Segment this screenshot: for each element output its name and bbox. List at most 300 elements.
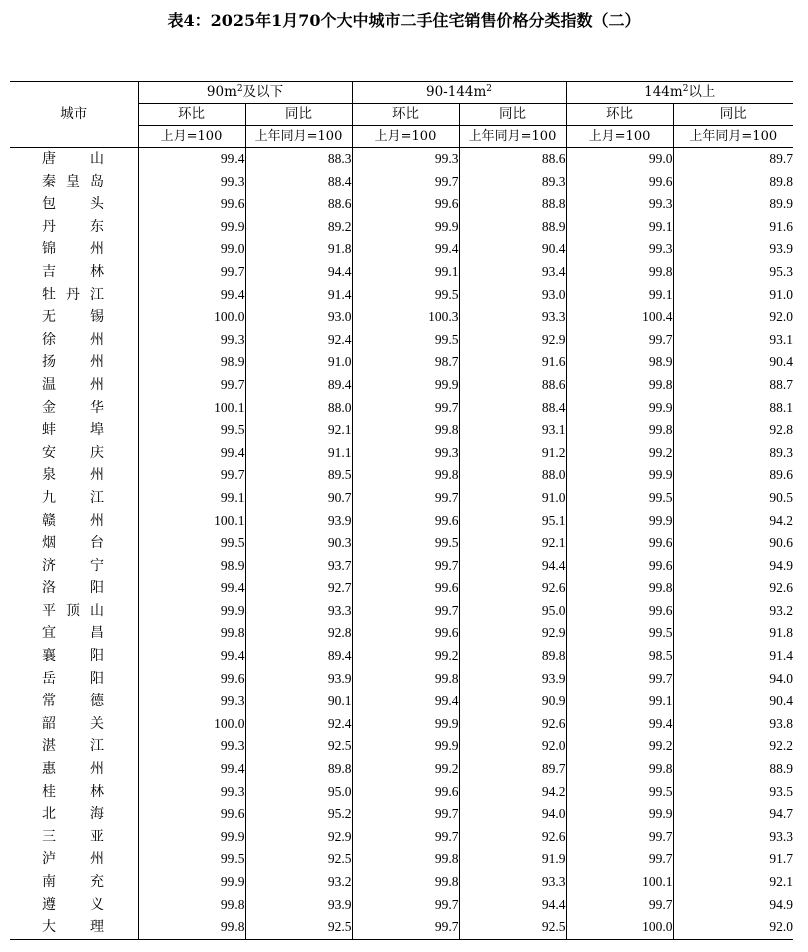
yoy-base-header: 上年同月=100 [245,126,352,148]
table-row [10,487,793,510]
index-value-cell: 99.7 [566,894,673,917]
index-value-cell: 93.2 [673,600,793,623]
index-value-cell: 94.9 [673,555,793,578]
index-value-cell: 92.5 [459,916,566,939]
index-value-cell: 99.7 [352,894,459,917]
city-cell [10,713,138,736]
index-value-cell: 99.4 [352,690,459,713]
index-value-cell: 88.0 [245,397,352,420]
city-cell [10,668,138,691]
mom-base-header: 上月=100 [566,126,673,148]
index-value-cell: 99.1 [566,284,673,307]
city-name: 牡 丹 江 [42,286,104,303]
index-value-cell: 99.6 [138,803,245,826]
city-cell [10,577,138,600]
table-row [10,735,793,758]
index-value-cell: 94.0 [459,803,566,826]
index-value-cell: 91.2 [459,442,566,465]
index-value-cell: 100.3 [352,306,459,329]
index-value-cell: 99.2 [352,645,459,668]
index-value-cell: 99.8 [566,261,673,284]
city-name: 常 德 [42,693,104,710]
city-name: 唐 山 [42,151,104,167]
index-value-cell: 100.1 [566,871,673,894]
index-value-cell: 99.3 [352,148,459,171]
table-row [10,238,793,261]
city-cell [10,894,138,917]
city-name: 烟 台 [42,535,104,552]
table-row [10,668,793,691]
index-value-cell: 91.6 [673,216,793,239]
index-value-cell: 99.8 [352,419,459,442]
index-value-cell: 92.0 [673,916,793,939]
index-value-cell: 91.9 [459,848,566,871]
index-value-cell: 91.4 [673,645,793,668]
index-value-cell: 100.0 [566,916,673,939]
index-value-cell: 93.9 [245,510,352,533]
table-row [10,622,793,645]
mom-header: 环比 [138,104,245,126]
city-name: 济 宁 [42,557,104,574]
city-cell [10,419,138,442]
index-value-cell: 99.9 [138,600,245,623]
index-value-cell: 92.5 [245,848,352,871]
index-value-cell: 99.7 [352,555,459,578]
index-value-cell: 92.7 [245,577,352,600]
index-value-cell: 99.6 [138,668,245,691]
city-name: 温 州 [42,376,104,393]
index-value-cell: 94.2 [673,510,793,533]
city-name: 徐 州 [42,331,104,348]
index-value-cell: 91.0 [245,351,352,374]
city-name: 扬 州 [42,354,104,371]
table-row [10,848,793,871]
index-value-cell: 99.5 [352,329,459,352]
index-value-cell: 89.4 [245,645,352,668]
city-name: 蚌 埠 [42,422,104,439]
index-value-cell: 99.5 [352,284,459,307]
city-cell [10,216,138,239]
index-value-cell: 93.1 [673,329,793,352]
index-value-cell: 90.4 [673,351,793,374]
index-value-cell: 93.0 [459,284,566,307]
table-row [10,803,793,826]
index-value-cell: 99.7 [352,600,459,623]
index-value-cell: 89.3 [673,442,793,465]
index-value-cell: 88.0 [459,464,566,487]
index-value-cell: 92.9 [459,622,566,645]
index-value-cell: 92.1 [459,532,566,555]
index-value-cell: 92.1 [245,419,352,442]
index-value-cell: 99.6 [352,193,459,216]
city-cell [10,442,138,465]
index-value-cell: 89.7 [459,758,566,781]
index-value-cell: 99.9 [138,871,245,894]
table-row [10,284,793,307]
city-cell [10,374,138,397]
index-value-cell: 88.3 [245,148,352,171]
table-body [10,148,793,940]
index-value-cell: 94.4 [459,555,566,578]
index-value-cell: 93.2 [245,871,352,894]
index-value-cell: 88.1 [673,397,793,420]
index-value-cell: 99.7 [566,668,673,691]
index-value-cell: 100.4 [566,306,673,329]
index-value-cell: 99.4 [138,645,245,668]
table-row [10,645,793,668]
city-cell [10,284,138,307]
city-name: 丹 东 [42,218,104,235]
yoy-header: 同比 [459,104,566,126]
city-cell [10,645,138,668]
city-cell [10,532,138,555]
index-value-cell: 99.7 [566,329,673,352]
index-value-cell: 99.8 [566,419,673,442]
index-value-cell: 99.5 [138,532,245,555]
city-name: 三 亚 [42,828,104,845]
index-value-cell: 92.4 [245,329,352,352]
city-column-header: 城市 [10,82,138,148]
index-value-cell: 98.5 [566,645,673,668]
city-cell [10,171,138,194]
table-row [10,419,793,442]
index-value-cell: 93.9 [673,238,793,261]
index-value-cell: 93.4 [459,261,566,284]
index-value-cell: 92.0 [673,306,793,329]
city-cell [10,758,138,781]
city-cell [10,735,138,758]
index-value-cell: 88.9 [673,758,793,781]
table-row [10,600,793,623]
table-row [10,510,793,533]
yoy-base-header: 上年同月=100 [673,126,793,148]
city-cell [10,600,138,623]
table-row [10,329,793,352]
index-value-cell: 99.7 [566,848,673,871]
city-name: 无 锡 [42,309,104,326]
city-cell [10,397,138,420]
yoy-base-header: 上年同月=100 [459,126,566,148]
index-value-cell: 91.6 [459,351,566,374]
index-value-cell: 89.7 [673,148,793,171]
city-name: 泸 州 [42,851,104,868]
index-value-cell: 99.7 [352,916,459,939]
index-value-cell: 88.6 [459,374,566,397]
index-value-cell: 99.6 [138,193,245,216]
index-value-cell: 92.4 [245,713,352,736]
index-value-cell: 99.8 [352,871,459,894]
table-row [10,306,793,329]
city-cell [10,622,138,645]
index-value-cell: 90.1 [245,690,352,713]
mom-header: 环比 [352,104,459,126]
index-value-cell: 99.8 [566,577,673,600]
index-value-cell: 92.6 [673,577,793,600]
index-value-cell: 99.9 [138,216,245,239]
index-value-cell: 99.7 [352,397,459,420]
index-value-cell: 88.6 [459,148,566,171]
index-value-cell: 99.1 [352,261,459,284]
table-row [10,397,793,420]
index-value-cell: 93.9 [459,668,566,691]
table-row [10,442,793,465]
index-value-cell: 91.1 [245,442,352,465]
group-header-90-144: $90-144m^2$ [352,82,566,104]
index-value-cell: 99.6 [566,532,673,555]
index-value-cell: 94.9 [673,894,793,917]
index-value-cell: 99.3 [138,690,245,713]
index-value-cell: 99.6 [352,510,459,533]
index-value-cell: 92.1 [673,871,793,894]
index-value-cell: 92.0 [459,735,566,758]
index-value-cell: 99.5 [566,487,673,510]
index-value-cell: 99.6 [352,622,459,645]
index-value-cell: 92.5 [245,916,352,939]
index-value-cell: 92.6 [459,577,566,600]
city-cell [10,690,138,713]
index-value-cell: 93.1 [459,419,566,442]
index-value-cell: 91.8 [673,622,793,645]
index-value-cell: 92.9 [245,826,352,849]
index-value-cell: 99.1 [566,690,673,713]
index-value-cell: 90.4 [459,238,566,261]
table-row [10,374,793,397]
index-value-cell: 99.8 [566,758,673,781]
index-value-cell: 99.9 [352,713,459,736]
index-value-cell: 99.3 [352,442,459,465]
table-row [10,577,793,600]
index-value-cell: 99.8 [138,894,245,917]
index-value-cell: 99.4 [138,577,245,600]
index-value-cell: 91.8 [245,238,352,261]
index-value-cell: 99.6 [352,577,459,600]
index-value-cell: 93.9 [245,894,352,917]
index-value-cell: 99.6 [566,555,673,578]
index-value-cell: 93.5 [673,781,793,804]
index-value-cell: 99.5 [138,848,245,871]
index-value-cell: 91.0 [459,487,566,510]
city-name: 韶 关 [42,715,104,732]
index-value-cell: 99.4 [566,713,673,736]
city-name: 吉 林 [42,263,104,280]
city-cell [10,781,138,804]
index-value-cell: 99.8 [566,374,673,397]
city-name: 北 海 [42,806,104,823]
index-value-cell: 99.4 [138,148,245,171]
city-cell [10,329,138,352]
index-value-cell: 99.3 [566,193,673,216]
city-cell [10,555,138,578]
mom-base-header: 上月=100 [138,126,245,148]
mom-header: 环比 [566,104,673,126]
city-name: 岳 阳 [42,670,104,687]
index-value-cell: 99.9 [566,803,673,826]
index-value-cell: 88.4 [245,171,352,194]
index-value-cell: 98.9 [566,351,673,374]
index-value-cell: 99.8 [138,622,245,645]
index-value-cell: 90.4 [673,690,793,713]
city-cell [10,261,138,284]
index-value-cell: 89.3 [459,171,566,194]
index-value-cell: 89.9 [673,193,793,216]
index-value-cell: 94.4 [459,894,566,917]
city-name: 锦 州 [42,241,104,258]
city-cell [10,464,138,487]
table-row [10,216,793,239]
city-cell [10,306,138,329]
index-value-cell: 99.9 [138,826,245,849]
index-value-cell: 93.3 [245,600,352,623]
index-value-cell: 99.9 [566,510,673,533]
index-value-cell: 99.3 [138,329,245,352]
index-value-cell: 99.5 [352,532,459,555]
city-name: 平 顶 山 [42,602,104,619]
city-name: 泉 州 [42,467,104,484]
index-value-cell: 92.2 [673,735,793,758]
index-value-cell: 99.5 [566,781,673,804]
table-row [10,781,793,804]
index-value-cell: 93.3 [673,826,793,849]
index-value-cell: 89.8 [459,645,566,668]
yoy-header: 同比 [673,104,793,126]
index-value-cell: 99.3 [566,238,673,261]
city-name: 湛 江 [42,738,104,755]
index-value-cell: 99.7 [352,171,459,194]
index-value-cell: 100.1 [138,510,245,533]
index-value-cell: 99.2 [566,735,673,758]
index-value-cell: 99.4 [138,284,245,307]
table-row [10,871,793,894]
city-cell [10,510,138,533]
index-value-cell: 99.3 [138,735,245,758]
index-value-cell: 91.0 [673,284,793,307]
table-title: 表4：2025年1月70个大中城市二手住宅销售价格分类指数（二） [167,11,641,30]
table-row [10,713,793,736]
index-value-cell: 89.8 [673,171,793,194]
table-row [10,894,793,917]
city-name: 洛 阳 [42,580,104,597]
index-value-cell: 99.7 [352,487,459,510]
index-value-cell: 99.8 [352,668,459,691]
city-name: 惠 州 [42,761,104,778]
index-value-cell: 93.3 [459,871,566,894]
index-value-cell: 100.0 [138,306,245,329]
index-value-cell: 99.2 [566,442,673,465]
table-row [10,916,793,939]
index-value-cell: 90.5 [673,487,793,510]
index-value-cell: 91.7 [673,848,793,871]
table-row [10,148,793,171]
index-value-cell: 88.9 [459,216,566,239]
index-value-cell: 99.6 [566,171,673,194]
index-value-cell: 88.4 [459,397,566,420]
table-row [10,826,793,849]
price-index-table [10,81,793,940]
city-cell [10,916,138,939]
index-value-cell: 95.2 [245,803,352,826]
index-value-cell: 92.5 [245,735,352,758]
index-value-cell: 92.9 [459,329,566,352]
index-value-cell: 89.2 [245,216,352,239]
city-name: 宜 昌 [42,625,104,642]
index-value-cell: 95.0 [459,600,566,623]
index-value-cell: 90.3 [245,532,352,555]
index-value-cell: 89.8 [245,758,352,781]
index-value-cell: 99.9 [352,216,459,239]
city-name: 秦 皇 岛 [42,173,104,190]
city-cell [10,871,138,894]
index-value-cell: 93.0 [245,306,352,329]
city-name: 赣 州 [42,512,104,529]
index-value-cell: 99.3 [138,171,245,194]
index-value-cell: 99.5 [566,622,673,645]
table-row [10,532,793,555]
index-value-cell: 98.9 [138,351,245,374]
city-name: 南 充 [42,874,104,890]
city-name: 金 华 [42,399,104,416]
city-name: 包 头 [42,196,104,213]
index-value-cell: 99.8 [138,916,245,939]
index-value-cell: 89.4 [245,374,352,397]
index-value-cell: 99.7 [352,826,459,849]
index-value-cell: 92.8 [245,622,352,645]
index-value-cell: 95.0 [245,781,352,804]
index-value-cell: 93.9 [245,668,352,691]
city-cell [10,148,138,171]
index-value-cell: 94.4 [245,261,352,284]
index-value-cell: 98.7 [352,351,459,374]
index-value-cell: 99.5 [138,419,245,442]
index-value-cell: 99.4 [352,238,459,261]
table-row [10,261,793,284]
index-value-cell: 99.3 [138,781,245,804]
index-value-cell: 99.4 [138,442,245,465]
index-value-cell: 99.0 [138,238,245,261]
index-value-cell: 98.9 [138,555,245,578]
index-value-cell: 90.7 [245,487,352,510]
index-value-cell: 88.7 [673,374,793,397]
index-value-cell: 99.1 [566,216,673,239]
city-cell [10,351,138,374]
index-value-cell: 99.9 [352,374,459,397]
index-value-cell: 93.8 [673,713,793,736]
index-value-cell: 99.6 [352,781,459,804]
index-value-cell: 93.7 [245,555,352,578]
index-value-cell: 89.6 [673,464,793,487]
index-value-cell: 99.9 [352,735,459,758]
index-value-cell: 95.3 [673,261,793,284]
city-name: 安 庆 [42,444,104,461]
index-value-cell: 100.0 [138,713,245,736]
index-value-cell: 99.7 [138,374,245,397]
index-value-cell: 99.4 [138,758,245,781]
index-value-cell: 93.3 [459,306,566,329]
index-value-cell: 100.1 [138,397,245,420]
index-value-cell: 99.7 [138,464,245,487]
table-row [10,193,793,216]
index-value-cell: 90.6 [673,532,793,555]
index-value-cell: 99.9 [566,464,673,487]
index-value-cell: 99.7 [352,803,459,826]
index-value-cell: 88.6 [245,193,352,216]
index-value-cell: 99.6 [566,600,673,623]
index-value-cell: 92.6 [459,826,566,849]
city-name: 桂 林 [42,783,104,800]
group-header-over-144: $144m^2$以上 [566,82,793,104]
index-value-cell: 91.4 [245,284,352,307]
group-header-under-90: $90m^2$及以下 [138,82,352,104]
city-cell [10,803,138,826]
